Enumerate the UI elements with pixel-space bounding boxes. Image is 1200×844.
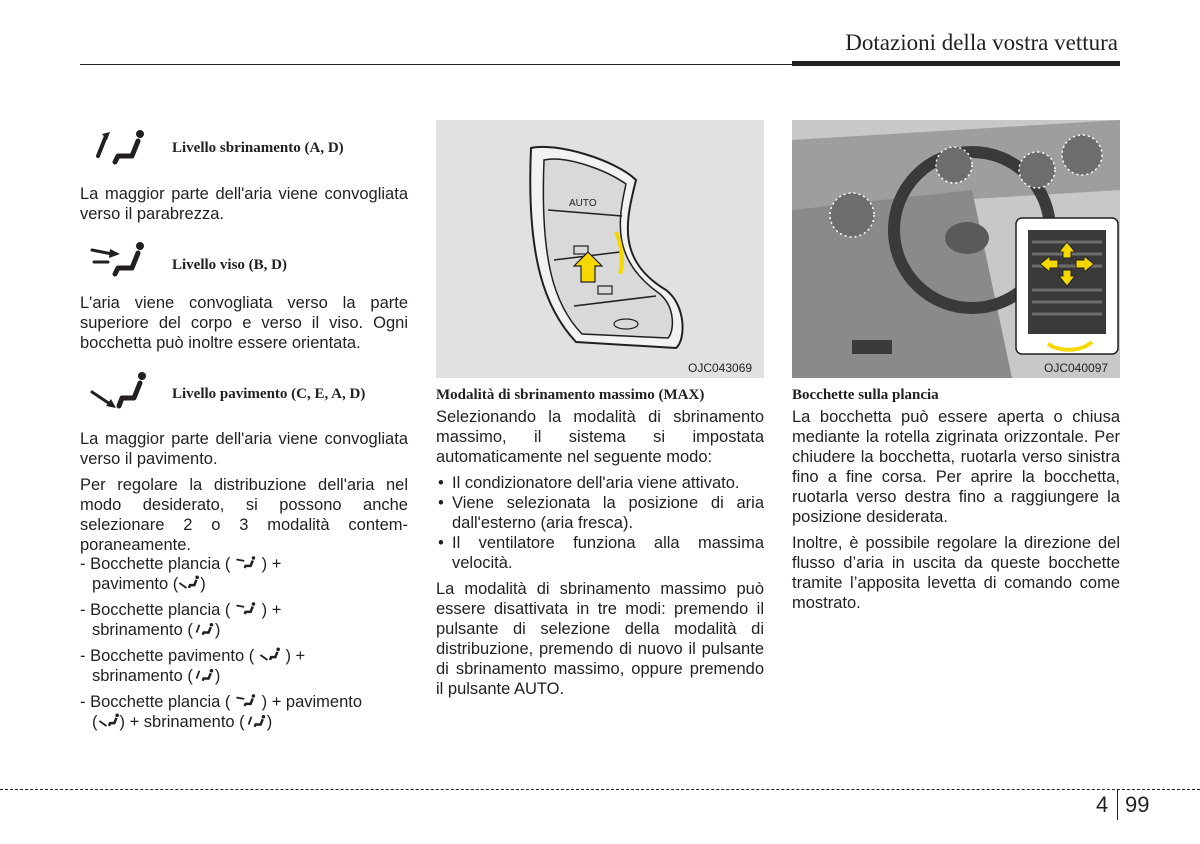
section-number: 4	[1096, 792, 1109, 817]
page-number: 99	[1125, 792, 1150, 817]
combo-text: )	[214, 621, 221, 639]
face-mode-icon	[88, 240, 150, 280]
face-mode-icon	[235, 600, 257, 618]
dashboard-illustration	[792, 120, 1120, 378]
footer-rule	[0, 789, 1200, 790]
combo-text: )	[266, 713, 273, 731]
face-mode-label: Livello viso (B, D)	[172, 257, 287, 273]
figure-code: OJC040097	[1044, 361, 1109, 375]
face-mode-heading	[80, 240, 410, 284]
control-panel-figure	[436, 120, 764, 378]
list-item: • Il condizionatore dell'aria viene attivato.	[436, 473, 764, 493]
combo-face-floor	[80, 554, 410, 594]
max-defrost-intro: Selezionando la modalità di sbrinamento massimo, il sistema si impostata automaticamente nel seguente modo:	[436, 408, 764, 466]
page-number-separator	[1117, 790, 1118, 820]
combo-face-defrost	[80, 600, 410, 640]
combo-text: (	[92, 713, 98, 731]
climate-control-illustration	[436, 120, 764, 378]
combo-text: ) + pavimento	[261, 693, 363, 711]
combo-face-floor-defrost	[80, 692, 410, 732]
defrost-mode-icon	[193, 620, 215, 638]
floor-mode-icon	[88, 370, 150, 414]
combo-text: )	[200, 575, 206, 593]
combo-text: - Bocchette plancia (	[80, 601, 231, 619]
defrost-mode-label: Livello sbrinamento (A, D)	[172, 140, 344, 156]
defrost-mode-description: La maggior parte dell'aria viene convogliata verso il parabrezza.	[80, 185, 408, 223]
list-item: • Viene selezionata la posizione di aria dall'esterno (aria fresca).	[436, 493, 764, 533]
face-mode-icon	[235, 554, 257, 572]
header-rule-thick	[792, 61, 1120, 66]
dashboard-vents-heading: Bocchette sulla plancia	[792, 387, 939, 403]
floor-mode-icon	[259, 646, 281, 664]
dashboard-figure	[792, 120, 1120, 378]
combination-list	[80, 554, 410, 738]
auto-button-label: AUTO	[569, 198, 597, 209]
page-header-title: Dotazioni della vostra vettura	[845, 30, 1118, 55]
list-item: • Il ventilatore funziona alla massima velocità.	[436, 533, 764, 573]
defrost-mode-heading	[80, 126, 410, 170]
combo-text: ) + sbrinamento (	[119, 713, 245, 731]
floor-mode-label: Livello pavimento (C, E, A, D)	[172, 386, 366, 402]
header-rule	[80, 64, 792, 65]
combination-intro: Per regolare la distribuzione dell'aria nel modo desiderato, si possono anche selezionare 2 o 3 modalità contem-poraneamente.	[80, 476, 408, 554]
max-defrost-heading: Modalità di sbrinamento massimo (MAX)	[436, 387, 705, 403]
floor-mode-heading	[80, 370, 410, 414]
dashboard-vents-text: La bocchetta può essere aperta o chiusa mediante la rotella zigrinata orizzontale. Per chiudere la bocchetta, ruotarla verso sinistra fino a fine corsa. Per aprire la bocchetta, ruotarla verso destra fino a raggiungere la posizione desiderata.	[792, 408, 1120, 526]
max-defrost-list	[436, 473, 764, 573]
defrost-mode-icon	[245, 712, 267, 730]
defrost-mode-icon	[193, 666, 215, 684]
combo-text: sbrinamento (	[92, 667, 193, 685]
combo-text: ) +	[285, 647, 306, 665]
combo-text: sbrinamento (	[92, 621, 193, 639]
floor-mode-icon	[98, 712, 120, 730]
combo-text: - Bocchette plancia (	[80, 693, 231, 711]
combo-text: - Bocchette pavimento (	[80, 647, 255, 665]
combo-floor-defrost	[80, 646, 410, 686]
dashboard-vents-direction: Inoltre, è possibile regolare la direzione del flusso d’aria in uscita da queste bocchette tramite l’apposita levetta di comando come mostrato.	[792, 534, 1120, 612]
figure-code: OJC043069	[688, 361, 753, 375]
combo-text: )	[214, 667, 221, 685]
face-mode-icon	[235, 692, 257, 710]
max-defrost-closing: La modalità di sbrinamento massimo può essere disattivata in tre modi: premendo il pulsante di selezione della modalità di distribuzione, premendo di nuovo il pulsante di sbrinamento massimo, oppure premendo il pulsante AUTO.	[436, 580, 764, 698]
combo-text: pavimento (	[92, 575, 179, 593]
face-mode-description: L'aria viene convogliata verso la parte superiore del corpo e verso il viso. Ogni bocchetta può inoltre essere orientata.	[80, 294, 408, 352]
combo-text: ) +	[261, 555, 282, 573]
combo-text: - Bocchette plancia (	[80, 555, 231, 573]
combo-text: ) +	[261, 601, 282, 619]
floor-mode-description: La maggior parte dell'aria viene convogliata verso il pavimento.	[80, 430, 408, 468]
floor-mode-icon	[178, 574, 200, 592]
defrost-mode-icon	[88, 126, 150, 166]
